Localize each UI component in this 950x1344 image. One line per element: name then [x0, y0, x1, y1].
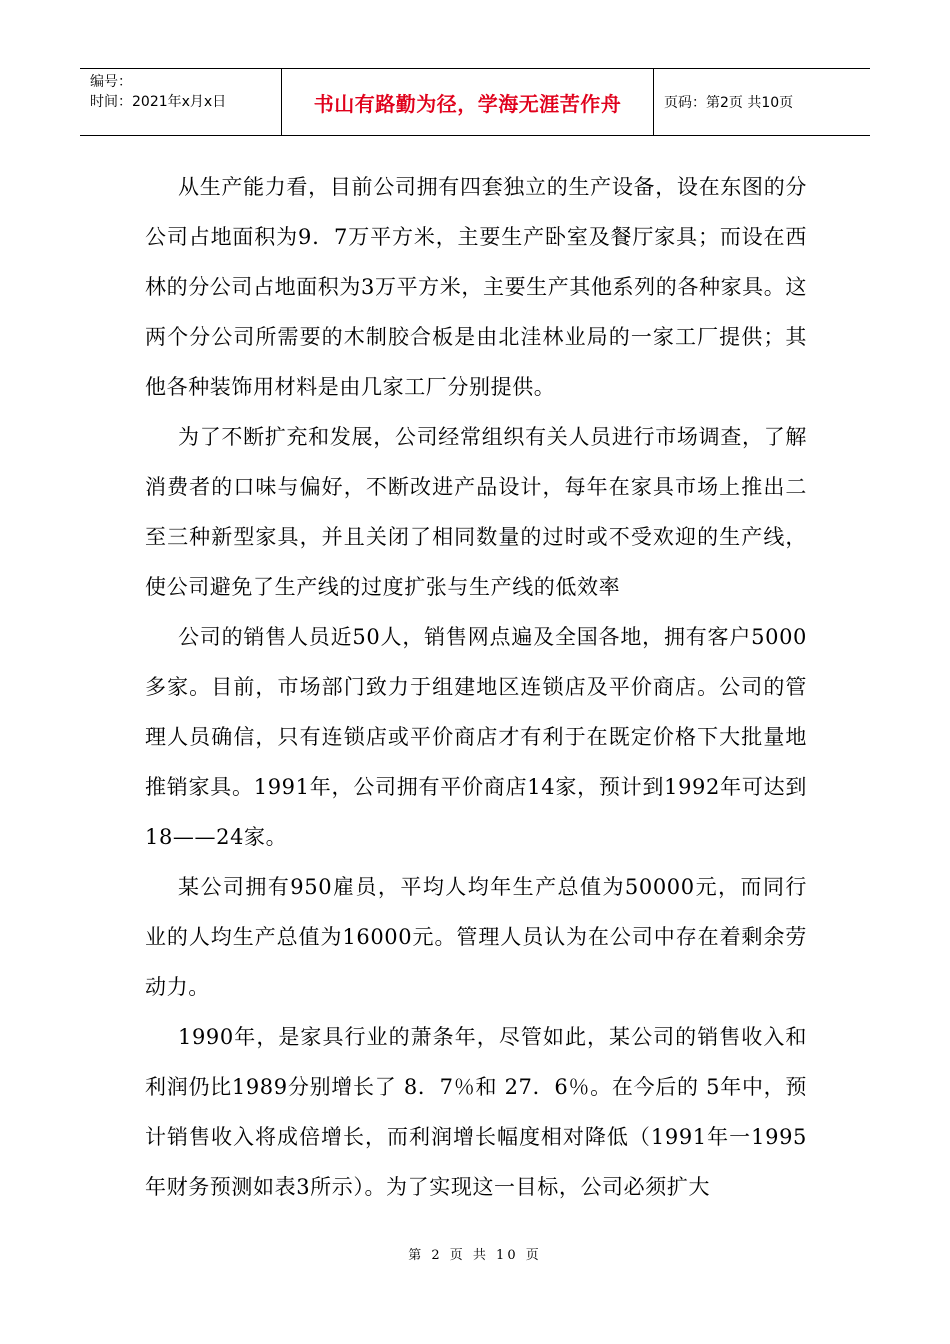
document-body	[145, 162, 807, 1212]
document-date-label: 时间：2021年x月x日	[90, 94, 227, 110]
body-paragraph-development: 为了不断扩充和发展，公司经常组织有关人员进行市场调查，了解消费者的口味与偏好，不断改进产品设计，每年在家具市场上推出二至三种新型家具，并且关闭了相同数量的过时或不受欢迎的生产线，使公司避免了生产线的过度扩张与生产线的低效率	[145, 425, 807, 599]
body-paragraph-employees: 某公司拥有950雇员，平均人均年生产总值为50000元，而同行业的人均生产总值为16000元。管理人员认为在公司中存在着剩余劳动力。	[145, 875, 807, 999]
header-page-info: 页码：第2页 共10页	[664, 95, 794, 111]
body-paragraph-production: 从生产能力看，目前公司拥有四套独立的生产设备，设在东图的分公司占地面积为9．7万平方米，主要生产卧室及餐厅家具；而设在西林的分公司占地面积为3万平方米，主要生产其他系列的各种家具。这两个分公司所需要的木制胶合板是由北洼林业局的一家工厂提供；其他各种装饰用材料是由几家工厂分别提供。	[145, 175, 807, 399]
body-paragraph-sales: 公司的销售人员近50人，销售网点遍及全国各地，拥有客户5000多家。目前，市场部门致力于组建地区连锁店及平价商店。公司的管理人员确信，只有连锁店或平价商店才有利于在既定价格下大批量地推销家具。1991年，公司拥有平价商店14家，预计到1992年可达到18——24家。	[145, 625, 807, 849]
document-number-label: 编号：	[90, 74, 132, 90]
header-motto: 书山有路勤为径，学海无涯苦作舟	[282, 69, 654, 135]
body-paragraph-finance: 1990年，是家具行业的萧条年，尽管如此，某公司的销售收入和利润仍比1989分别增长了 8．7％和 27．6％。在今后的 5年中，预计销售收入将成倍增长，而利润增长幅度相对降低（1991年一1995年财务预测如表3所示）。为了实现这一目标，公司必须扩大	[145, 1025, 807, 1199]
page-header	[80, 68, 870, 136]
page-footer: 第 2 页 共 10 页	[408, 1248, 542, 1263]
header-meta	[80, 69, 282, 135]
